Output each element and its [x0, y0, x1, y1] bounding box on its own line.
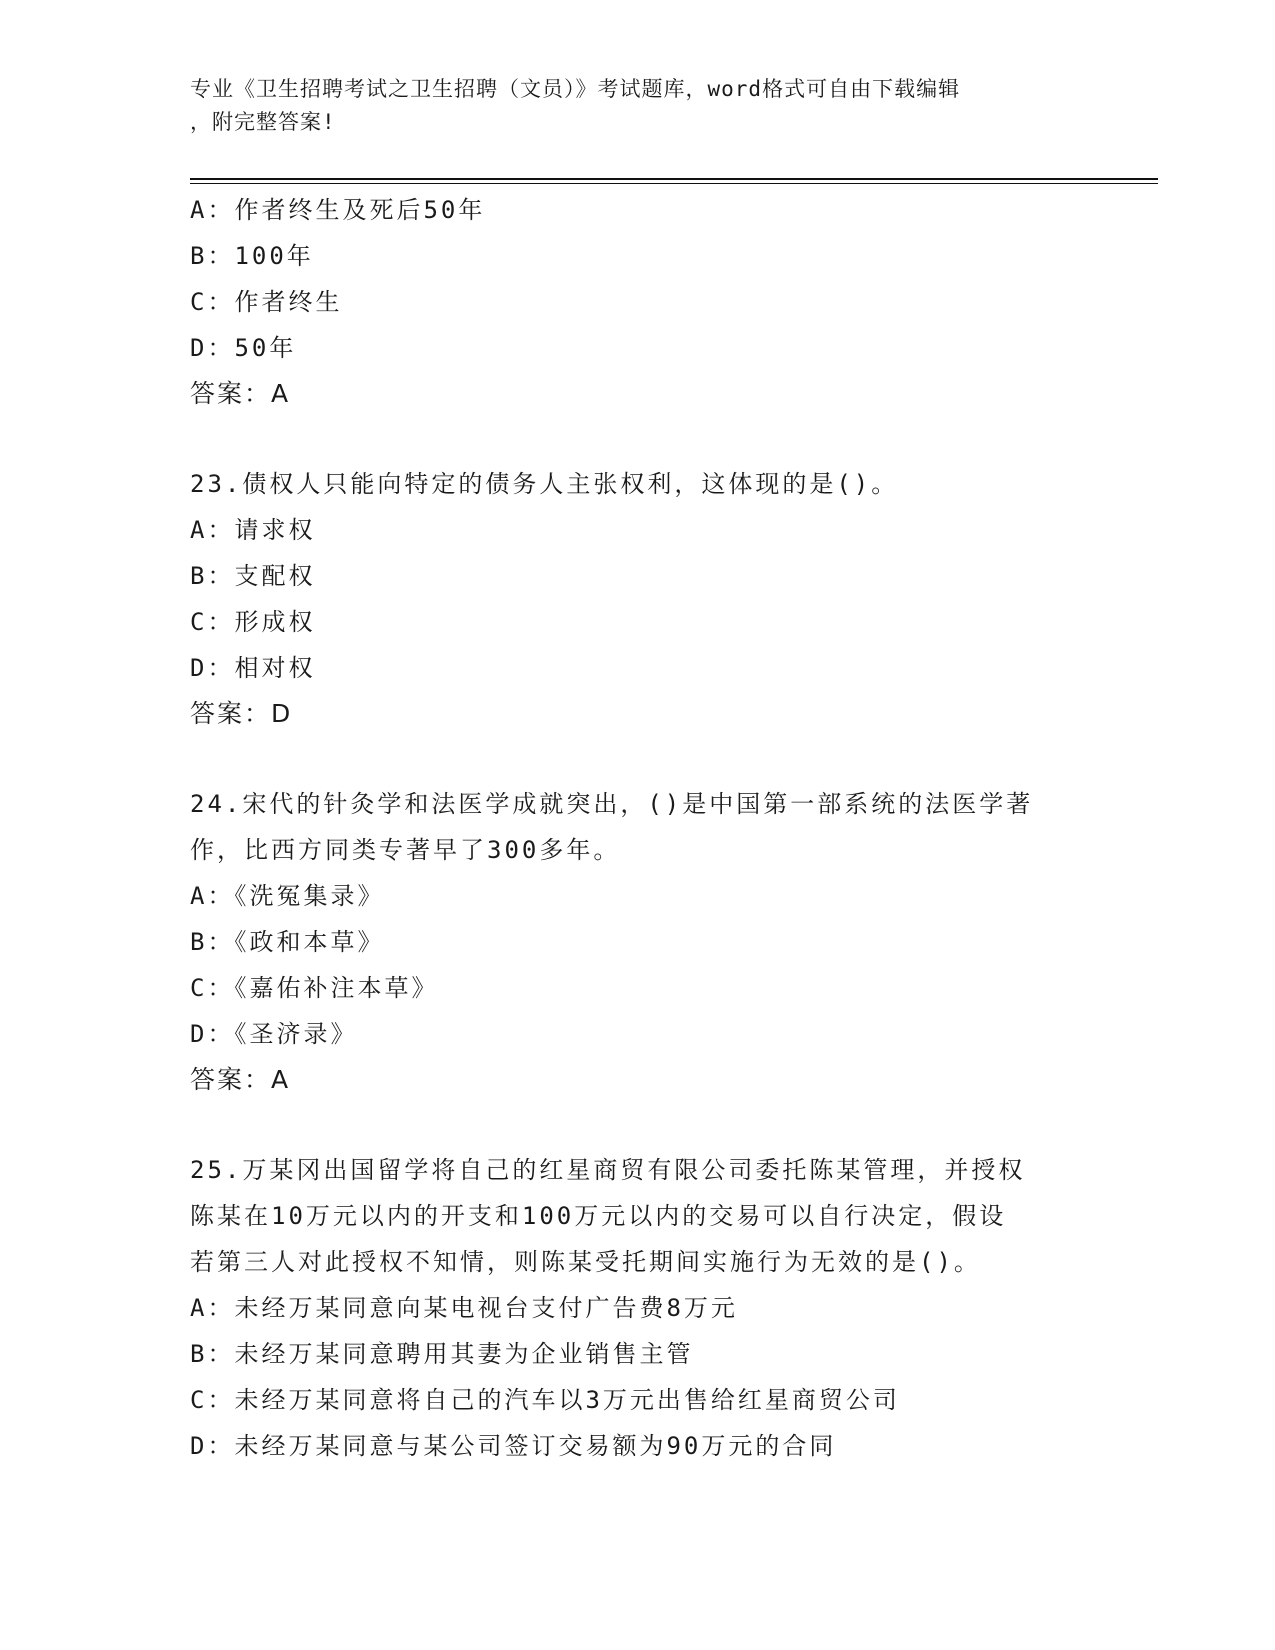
- answer-line: 答案：A: [190, 379, 291, 408]
- option-d: D：50年: [190, 334, 297, 362]
- question-text-line-2: 作，比西方同类专著早了300多年。: [190, 836, 621, 864]
- block-spacer: [190, 1103, 1090, 1147]
- answer-line: 答案：D: [190, 699, 293, 728]
- option-a: A：《洗冤集录》: [190, 882, 385, 910]
- question-text-line-1: 25.万某冈出国留学将自己的红星商贸有限公司委托陈某管理，并授权: [190, 1156, 1026, 1184]
- answer-line: 答案：A: [190, 1065, 291, 1094]
- question-text-line-3: 若第三人对此授权不知情，则陈某受托期间实施行为无效的是()。: [190, 1248, 981, 1276]
- question-block: [190, 781, 1090, 1103]
- document-header: [190, 73, 1090, 139]
- option-b: B：《政和本草》: [190, 928, 385, 956]
- option-a: A：未经万某同意向某电视台支付广告费8万元: [190, 1294, 738, 1322]
- question-text-line-1: 24.宋代的针灸学和法医学成就突出，()是中国第一部系统的法医学著: [190, 790, 1034, 818]
- question-text-line-2: 陈某在10万元以内的开支和100万元以内的交易可以自行决定，假设: [190, 1202, 1007, 1230]
- option-c: C：作者终生: [190, 288, 343, 316]
- option-c: C：《嘉佑补注本草》: [190, 974, 439, 1002]
- option-c: C：形成权: [190, 608, 316, 636]
- option-d: D：《圣济录》: [190, 1020, 358, 1048]
- header-line-1: 专业《卫生招聘考试之卫生招聘（文员）》考试题库，word格式可自由下载编辑: [190, 77, 961, 101]
- header-rule-thin: [190, 183, 1158, 184]
- option-c: C：未经万某同意将自己的汽车以3万元出售给红星商贸公司: [190, 1386, 900, 1414]
- option-d: D：未经万某同意与某公司签订交易额为90万元的合同: [190, 1432, 837, 1460]
- question-block: [190, 461, 1090, 737]
- header-line-2: ，附完整答案!: [190, 110, 336, 134]
- block-spacer: [190, 417, 1090, 461]
- question-text: 23.债权人只能向特定的债务人主张权利，这体现的是()。: [190, 470, 899, 498]
- question-list: [190, 187, 1090, 1469]
- question-block: [190, 1147, 1090, 1469]
- option-a: A：作者终生及死后50年: [190, 196, 486, 224]
- question-block: [190, 187, 1090, 417]
- option-b: B：支配权: [190, 562, 316, 590]
- option-b: B：未经万某同意聘用其妻为企业销售主管: [190, 1340, 694, 1368]
- block-spacer: [190, 737, 1090, 781]
- option-b: B：100年: [190, 242, 314, 270]
- option-a: A：请求权: [190, 516, 316, 544]
- option-d: D：相对权: [190, 654, 316, 682]
- header-rule-thick: [190, 178, 1158, 180]
